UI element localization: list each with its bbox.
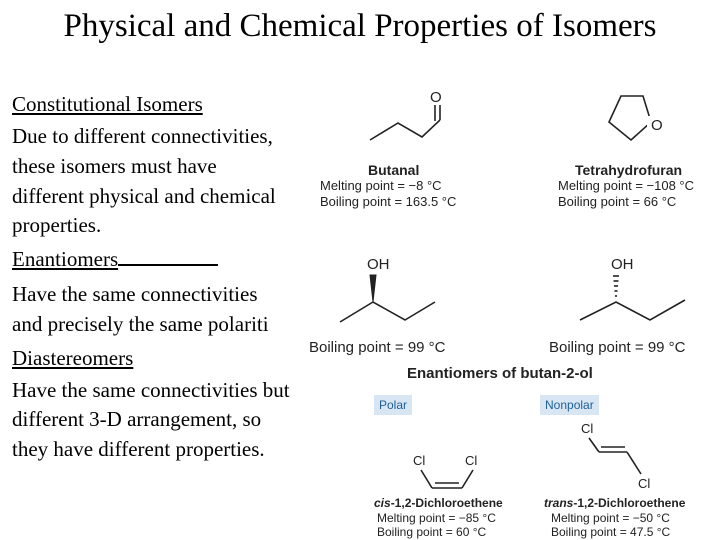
butanal-boiling-point: Boiling point = 163.5 °C [320, 194, 457, 209]
constitutional-heading: Constitutional Isomers [12, 92, 203, 116]
butanal-structure [360, 85, 460, 160]
heading-underline-blank [118, 247, 218, 266]
enantiomers-line-2: and precisely the same polariti [12, 312, 269, 336]
cis-name-rest: -1,2-Dichloroethene [390, 496, 503, 510]
hydroxyl-label: OH [367, 256, 390, 273]
chlorine-label: Cl [581, 421, 594, 436]
slide-title: Physical and Chemical Properties of Isomers [63, 8, 657, 44]
diastereomers-line-1: Have the same connectivities but [12, 378, 290, 402]
trans-name [544, 496, 685, 510]
butan-2-ol-right-structure [575, 252, 705, 332]
constitutional-line-4: properties. [12, 213, 102, 237]
constitutional-line-2: these isomers must have [12, 154, 217, 178]
thf-structure [595, 88, 675, 158]
cis-melting-point: Melting point = −85 °C [377, 511, 496, 525]
trans-dichloroethene-structure [575, 418, 665, 494]
chlorine-label: Cl [465, 453, 478, 468]
diastereomers-line-3: they have different properties. [12, 437, 265, 461]
trans-boiling-point: Boiling point = 47.5 °C [551, 525, 671, 539]
constitutional-line-1: Due to different connectivities, [12, 124, 273, 148]
constitutional-line-3: different physical and chemical [12, 184, 276, 208]
trans-melting-point: Melting point = −50 °C [551, 511, 670, 525]
nonpolar-tag: Nonpolar [540, 395, 599, 415]
trans-name-rest: -1,2-Dichloroethene [573, 496, 686, 510]
butan-2-ol-right-boiling-point: Boiling point = 99 °C [549, 339, 686, 356]
thf-boiling-point: Boiling point = 66 °C [558, 194, 677, 209]
oxygen-label: O [430, 89, 442, 106]
oxygen-label: O [651, 117, 663, 134]
polar-tag: Polar [374, 395, 412, 415]
cis-prefix: cis [374, 496, 391, 510]
butanal-name: Butanal [368, 162, 420, 178]
thf-name: Tetrahydrofuran [575, 162, 683, 178]
diastereomers-line-2: different 3-D arrangement, so [12, 407, 262, 431]
chlorine-label: Cl [638, 476, 651, 491]
cis-name [374, 496, 503, 510]
butan-2-ol-left-boiling-point: Boiling point = 99 °C [309, 339, 446, 356]
enantiomers-caption: Enantiomers of butan-2-ol [407, 365, 593, 382]
butan-2-ol-left-structure [335, 252, 465, 332]
cis-dichloroethene-structure [405, 448, 495, 498]
butanal-melting-point: Melting point = −8 °C [320, 178, 442, 193]
enantiomers-heading-row [12, 247, 218, 271]
chlorine-label: Cl [413, 453, 426, 468]
enantiomers-line-1: Have the same connectivities [12, 282, 258, 306]
enantiomers-heading: Enantiomers [12, 247, 119, 271]
cis-boiling-point: Boiling point = 60 °C [377, 525, 487, 539]
thf-melting-point: Melting point = −108 °C [558, 178, 695, 193]
hydroxyl-label: OH [611, 256, 634, 273]
diastereomers-heading: Diastereomers [12, 346, 134, 370]
trans-prefix: trans [544, 496, 574, 510]
